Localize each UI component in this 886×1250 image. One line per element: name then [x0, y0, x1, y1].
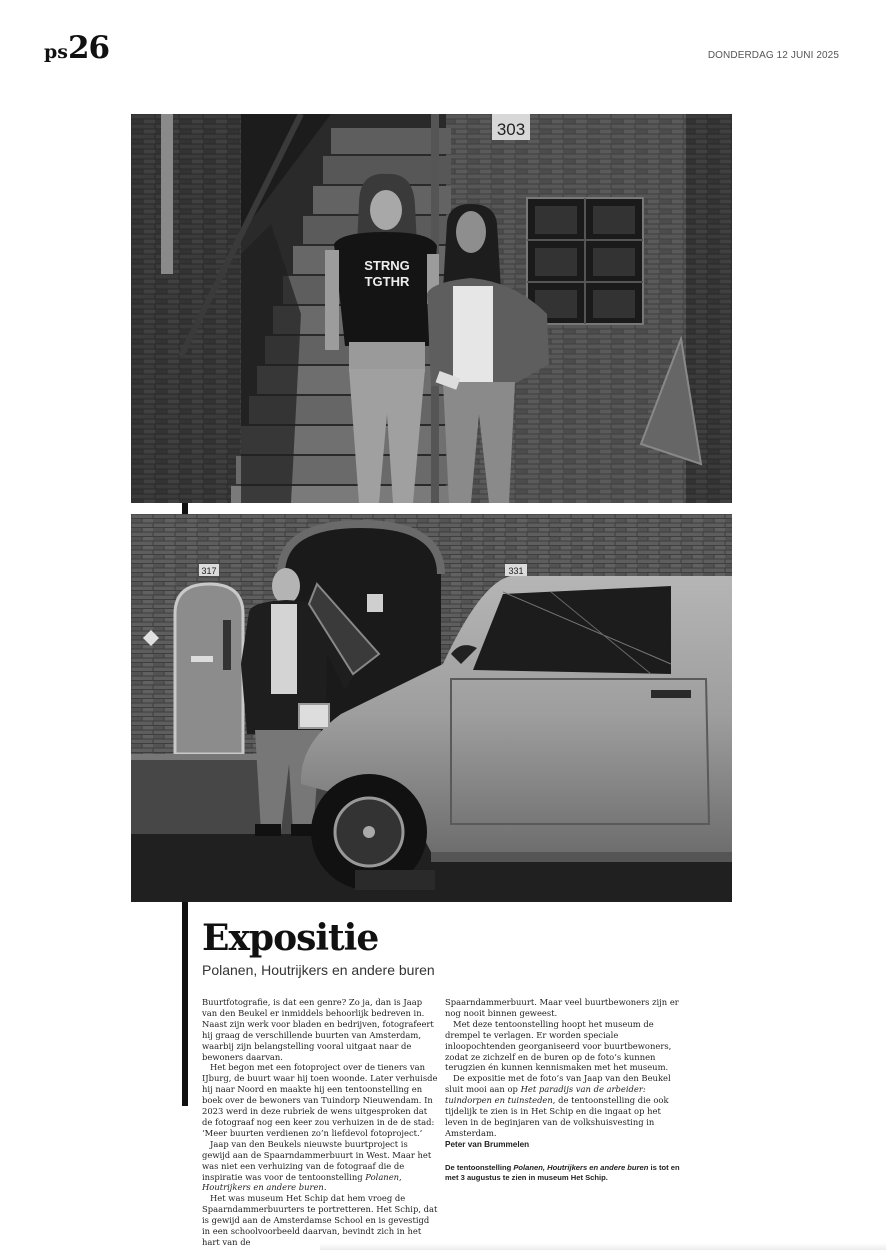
shirt-text-line-2: TGTHR [364, 274, 410, 289]
paragraph: Spaarndammerbuurt. Maar veel buurtbewoners zijn er nog nooit binnen geweest. [445, 997, 679, 1018]
decorative-rule-article [182, 902, 188, 1106]
house-number-right: 331 [508, 566, 524, 576]
shirt-text-line-1: STRNG [364, 258, 410, 273]
text-run: Jaap van den Beukels nieuwste buurtproject is gewijd aan de Spaarndammerbuurt in West. Maar het was niet een verhuizing van de fotograaf die de inspiratie was voor de tentoonstelling [202, 1138, 432, 1182]
paragraph: Het was museum Het Schip dat hem vroeg de Spaarndammerbuurters te portretteren. Het Schip, dat is gewijd aan de Amsterdamse School en is gevestigd in een schoolvoorbeeld daarvan, bevindt zich in het hart van de [202, 1193, 438, 1247]
author-byline: Peter van Brummelen [445, 1139, 530, 1149]
paragraph: Buurtfotografie, is dat een genre? Zo ja, dan is Jaap van den Beukel er inmiddels behoorlijk bedreven in. Naast zijn werk voor bladen en bedrijven, fotografeert hij graag de verschillende buurten van Amsterdam, waarbij zijn belangstelling vooral uitgaat naar de bewoners daarvan. [202, 997, 434, 1062]
article-title: Expositie [202, 917, 379, 959]
paragraph [202, 1139, 438, 1194]
photo-man-with-car [131, 514, 732, 902]
exhibition-title: Polanen, Houtrijkers en andere buren [202, 1171, 402, 1193]
photo-stairwell-girls [131, 114, 732, 503]
text-run: De expositie met de foto’s van Jaap van den Beukel sluit mooi aan op [445, 1073, 671, 1095]
exhibition-title: Het paradijs van de arbeider: tuindorpen en tuinsteden [445, 1084, 646, 1106]
issue-date: DONDERDAG 12 JUNI 2025 [707, 50, 839, 61]
text-run: , de tentoonstelling die ook tijdelijk te zien is in Het Schip en die ingaat op het leven in de beginjaren van de volkshuisvesting in Amsterdam. [445, 1095, 669, 1138]
house-number-sign: 303 [496, 120, 526, 139]
house-number-left: 317 [201, 566, 217, 576]
text-run: is tot en met 3 augustus te zien in museum Het Schip. [445, 1162, 680, 1182]
article-subtitle: Polanen, Houtrijkers en andere buren [202, 962, 435, 978]
section-name: ps [44, 41, 68, 63]
page-edge-shadow [320, 1243, 886, 1250]
paragraph: Het begon met een fotoproject over de tieners van IJburg, de buurt waar hij toen woonde. Later verhuisde hij naar Noord en maakte hij een tentoonstelling en boek over de bewoners van Tuindorp Nieuwendam. In 2023 werd in deze rubriek de wens uitgesproken dat de fotograaf nog een keer zou verhuizen in de de stad: ‘Meer buurten verdienen zo’n liefdevol fotoproject.’ [202, 1062, 438, 1138]
paragraph [445, 1073, 681, 1138]
paragraph: Met deze tentoonstelling hoopt het museum de drempel te verlagen. Er worden speciale inloopochtenden georganiseerd voor buurtbewoners, zodat ze zichzelf en de buren op de foto’s kunnen terugzien én kunnen kennismaken met het museum. [445, 1018, 672, 1073]
decorative-rule-top [182, 503, 188, 514]
text-run: De tentoonstelling [445, 1162, 514, 1172]
exhibition-note [445, 1163, 681, 1183]
section-logo [44, 30, 109, 66]
exhibition-title: Polanen, Houtrijkers en andere buren [513, 1162, 649, 1172]
text-run: . [323, 1182, 327, 1193]
article-column-1 [202, 997, 438, 1248]
article-column-2 [445, 997, 681, 1183]
page-number: 26 [67, 30, 110, 66]
